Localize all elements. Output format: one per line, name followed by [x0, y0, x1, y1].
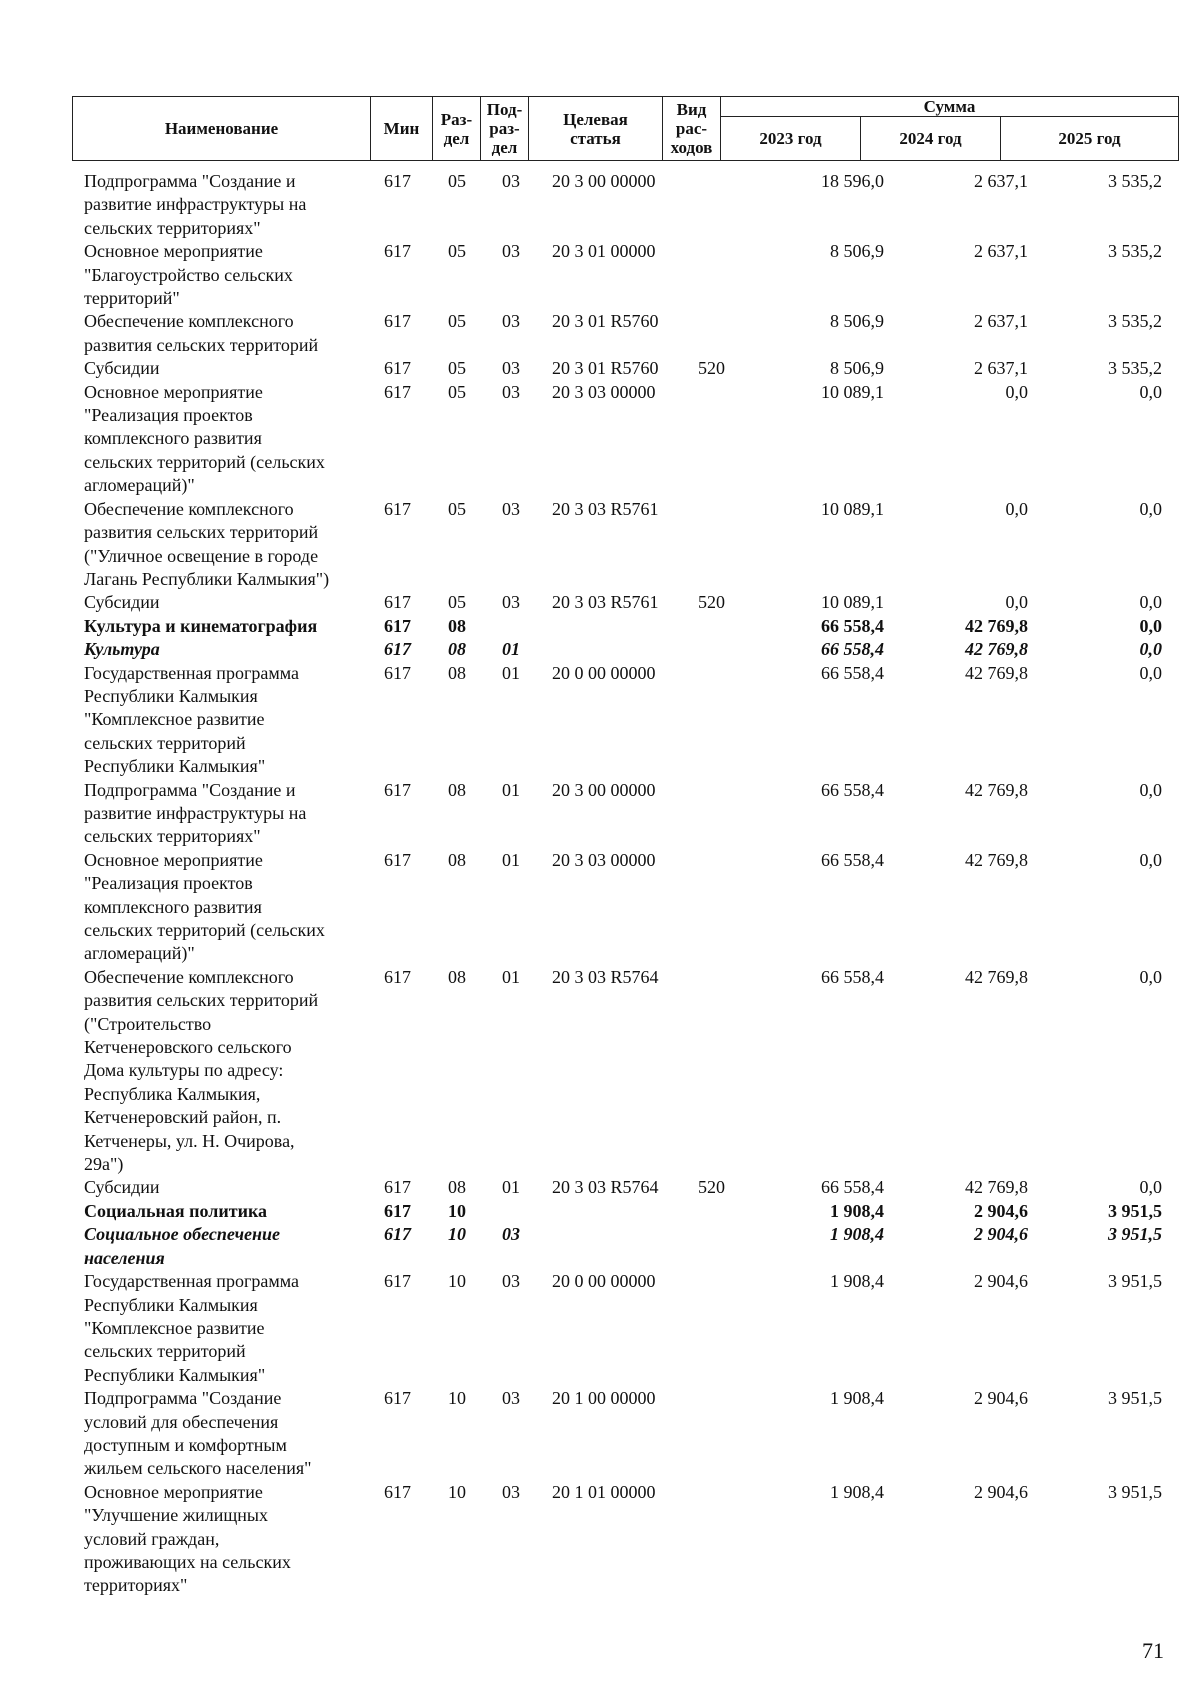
cell-min: 617	[384, 662, 411, 683]
cell-2023: 66 558,4	[821, 639, 884, 660]
cell-target: 20 3 01 R5760	[552, 358, 659, 379]
cell-2024: 42 769,8	[965, 662, 1028, 683]
cell-target: 20 1 00 00000	[552, 1388, 656, 1409]
cell-name-line: развития сельских территорий	[84, 990, 319, 1011]
cell-2023: 10 089,1	[821, 592, 884, 613]
cell-podrazdel: 01	[502, 1177, 520, 1198]
cell-name-line: сельских территорий (сельских	[84, 451, 325, 472]
cell-vid	[688, 1270, 758, 1387]
cell-podrazdel: 03	[502, 498, 520, 519]
cell-name	[72, 638, 382, 661]
page-number: 71	[1142, 1638, 1164, 1663]
cell-name-line: Социальная политика	[84, 1200, 268, 1221]
table-row	[72, 849, 1178, 966]
header-target-line: Целевая	[563, 109, 628, 129]
header-podrazdel	[481, 97, 529, 161]
cell-target: 20 3 01 R5760	[552, 311, 659, 332]
cell-name-line: развитие инфраструктуры на	[84, 802, 307, 823]
table-row	[72, 615, 1178, 638]
cell-2024: 42 769,8	[965, 849, 1028, 870]
cell-target: 20 3 00 00000	[552, 779, 656, 800]
header-year-2023: 2023 год	[721, 117, 861, 161]
table-row	[72, 170, 1178, 240]
cell-razdel: 10	[448, 1271, 466, 1292]
cell-target	[546, 1200, 688, 1223]
cell-razdel: 05	[448, 171, 466, 191]
header-year-2025: 2025 год	[1001, 117, 1179, 161]
cell-name-line: Субсидии	[84, 358, 160, 379]
cell-name-line: Кетченеры, ул. Н. Очирова,	[84, 1130, 295, 1151]
cell-razdel: 05	[448, 381, 466, 402]
table-row	[72, 1223, 1178, 1270]
cell-name-line: жильем сельского населения"	[84, 1458, 312, 1479]
cell-2024: 2 904,6	[974, 1388, 1028, 1409]
table-row	[72, 240, 1178, 310]
cell-2024: 42 769,8	[965, 615, 1028, 636]
cell-2024: 2 637,1	[974, 241, 1028, 262]
cell-vid	[688, 1387, 758, 1481]
cell-target: 20 0 00 00000	[552, 662, 656, 683]
cell-2024: 42 769,8	[965, 1177, 1028, 1198]
cell-name-line: Республики Калмыкия"	[84, 1364, 266, 1385]
cell-name	[72, 1387, 382, 1481]
cell-razdel: 05	[448, 358, 466, 379]
cell-2025: 0,0	[1139, 966, 1162, 987]
cell-name	[72, 357, 382, 380]
cell-name-line: развития сельских территорий	[84, 522, 319, 543]
cell-vid	[688, 779, 758, 849]
header-min: Мин	[371, 97, 433, 161]
cell-name-line: доступным и комфортным	[84, 1434, 287, 1455]
cell-2025: 3 535,2	[1108, 241, 1162, 262]
cell-name-line: Социальное обеспечение	[84, 1224, 281, 1245]
cell-name	[72, 966, 382, 1177]
cell-2023: 1 908,4	[830, 1200, 884, 1221]
cell-2024: 2 904,6	[974, 1481, 1028, 1502]
cell-name-line: Культура	[84, 639, 160, 660]
cell-target: 20 3 03 R5764	[552, 1177, 659, 1198]
cell-min: 617	[384, 1271, 411, 1292]
cell-2025: 3 951,5	[1108, 1200, 1162, 1221]
cell-name-line: "Улучшение жилищных	[84, 1505, 268, 1526]
cell-2025: 0,0	[1139, 639, 1162, 660]
cell-podrazdel: 03	[502, 241, 520, 262]
cell-name-line: комплексного развития	[84, 428, 262, 449]
cell-2024: 42 769,8	[965, 779, 1028, 800]
header-name: Наименование	[73, 97, 371, 161]
table-header	[72, 96, 1179, 161]
cell-name	[72, 170, 382, 240]
cell-vid	[688, 615, 758, 638]
cell-2024: 2 904,6	[974, 1200, 1028, 1221]
cell-vid: 520	[698, 1177, 725, 1198]
cell-target	[546, 638, 688, 661]
cell-2025: 3 535,2	[1108, 358, 1162, 379]
cell-2024: 2 904,6	[974, 1224, 1028, 1245]
cell-min: 617	[384, 241, 411, 262]
cell-min: 617	[384, 171, 411, 191]
cell-razdel: 08	[448, 1177, 466, 1198]
cell-target: 20 3 03 R5761	[552, 592, 659, 613]
cell-2023: 1 908,4	[830, 1481, 884, 1502]
cell-name-line: Обеспечение комплексного	[84, 498, 294, 519]
table-row	[72, 638, 1178, 661]
cell-2023: 8 506,9	[830, 241, 884, 262]
cell-target: 20 3 01 00000	[552, 241, 656, 262]
cell-name-line: проживающих на сельских	[84, 1551, 291, 1572]
cell-podrazdel: 01	[502, 779, 520, 800]
cell-name-line: Республики Калмыкия	[84, 685, 258, 706]
cell-razdel: 05	[448, 241, 466, 262]
cell-2024: 2 637,1	[974, 358, 1028, 379]
cell-name-line: Обеспечение комплексного	[84, 311, 294, 332]
cell-2025: 0,0	[1139, 779, 1162, 800]
cell-name-line: "Реализация проектов	[84, 405, 253, 426]
cell-name-line: Государственная программа	[84, 662, 299, 683]
cell-min: 617	[384, 358, 411, 379]
cell-name	[72, 1481, 382, 1598]
cell-min: 617	[384, 1200, 411, 1221]
cell-name-line: сельских территорий	[84, 1341, 246, 1362]
cell-razdel: 08	[448, 662, 466, 683]
cell-target: 20 3 00 00000	[552, 171, 656, 191]
table-body	[72, 170, 1178, 1598]
cell-2023: 1 908,4	[830, 1224, 884, 1245]
cell-name	[72, 662, 382, 779]
cell-name	[72, 849, 382, 966]
cell-podrazdel: 03	[502, 592, 520, 613]
cell-2023: 66 558,4	[821, 849, 884, 870]
cell-name-line: "Реализация проектов	[84, 873, 253, 894]
cell-2024: 0,0	[1005, 381, 1028, 402]
cell-podrazdel: 03	[502, 1388, 520, 1409]
cell-razdel: 10	[448, 1481, 466, 1502]
cell-min: 617	[384, 498, 411, 519]
cell-2025: 0,0	[1139, 615, 1162, 636]
cell-min: 617	[384, 849, 411, 870]
cell-name-line: сельских территориях"	[84, 826, 261, 847]
table-row	[72, 662, 1178, 779]
table-row	[72, 779, 1178, 849]
cell-name-line: Лагань Республики Калмыкия")	[84, 568, 330, 589]
cell-2023: 66 558,4	[821, 662, 884, 683]
cell-2023: 1 908,4	[830, 1271, 884, 1292]
cell-min: 617	[384, 592, 411, 613]
cell-name	[72, 240, 382, 310]
cell-target	[546, 615, 688, 638]
cell-vid	[688, 966, 758, 1177]
cell-name	[72, 591, 382, 614]
cell-podrazdel: 01	[502, 849, 520, 870]
header-target-line: статья	[570, 128, 621, 148]
cell-name	[72, 1223, 382, 1270]
cell-name-line: Обеспечение комплексного	[84, 966, 294, 987]
cell-min: 617	[384, 1388, 411, 1409]
cell-target	[546, 1223, 688, 1270]
cell-2023: 66 558,4	[821, 779, 884, 800]
cell-name-line: Подпрограмма "Создание и	[84, 171, 296, 191]
cell-2023: 66 558,4	[821, 615, 884, 636]
cell-name-line: территорий"	[84, 288, 180, 309]
cell-name-line: развития сельских территорий	[84, 334, 319, 355]
cell-min: 617	[384, 1177, 411, 1198]
cell-podrazdel: 03	[502, 171, 520, 191]
cell-vid	[688, 310, 758, 357]
cell-name-line: территориях"	[84, 1575, 188, 1596]
cell-target: 20 3 03 00000	[552, 849, 656, 870]
cell-min: 617	[384, 639, 411, 660]
table-row	[72, 498, 1178, 592]
cell-name-line: Республика Калмыкия,	[84, 1083, 261, 1104]
cell-vid	[688, 1481, 758, 1598]
cell-name-line: Республики Калмыкия"	[84, 756, 266, 777]
cell-min: 617	[384, 381, 411, 402]
cell-name-line: агломераций)"	[84, 475, 195, 496]
cell-vid	[688, 662, 758, 779]
cell-2025: 0,0	[1139, 1177, 1162, 1198]
table-row	[72, 1176, 1178, 1199]
cell-2023: 66 558,4	[821, 966, 884, 987]
cell-2023: 10 089,1	[821, 498, 884, 519]
header-vid-line: ходов	[670, 138, 713, 157]
cell-2023: 8 506,9	[830, 358, 884, 379]
cell-2025: 3 951,5	[1108, 1271, 1162, 1292]
table-row	[72, 591, 1178, 614]
cell-razdel: 10	[448, 1200, 466, 1221]
cell-2024: 2 637,1	[974, 311, 1028, 332]
cell-podrazdel	[498, 615, 546, 638]
cell-razdel: 10	[448, 1388, 466, 1409]
cell-name	[72, 1270, 382, 1387]
cell-name-line: сельских территорий (сельских	[84, 920, 325, 940]
cell-razdel: 05	[448, 498, 466, 519]
cell-name-line: "Комплексное развитие	[84, 709, 265, 730]
header-razdel-line: Раз-	[440, 109, 473, 129]
cell-2025: 0,0	[1139, 849, 1162, 870]
cell-razdel: 10	[448, 1224, 466, 1245]
cell-name	[72, 1200, 382, 1223]
cell-name-line: агломераций)"	[84, 943, 195, 964]
cell-min: 617	[384, 311, 411, 332]
cell-min: 617	[384, 615, 411, 636]
header-razdel-line: дел	[443, 128, 470, 148]
cell-vid	[688, 381, 758, 498]
cell-podrazdel: 03	[502, 1224, 520, 1245]
cell-name-line: ("Строительство	[84, 1013, 212, 1034]
cell-name-line: ("Уличное освещение в городе	[84, 545, 319, 566]
cell-podrazdel: 01	[502, 639, 520, 660]
cell-podrazdel: 03	[502, 311, 520, 332]
cell-name-line: Культура и кинематография	[84, 615, 318, 636]
cell-2025: 3 535,2	[1108, 311, 1162, 332]
cell-name-line: Основное мероприятие	[84, 241, 263, 262]
table-row	[72, 381, 1178, 498]
cell-name-line: Государственная программа	[84, 1271, 299, 1292]
header-summa: Сумма	[721, 97, 1179, 117]
cell-target: 20 1 01 00000	[552, 1481, 656, 1502]
cell-vid	[688, 498, 758, 592]
cell-2024: 42 769,8	[965, 966, 1028, 987]
cell-name-line: Субсидии	[84, 1177, 160, 1198]
header-vid-line: рас-	[675, 119, 708, 138]
cell-razdel: 05	[448, 592, 466, 613]
cell-2025: 0,0	[1139, 592, 1162, 613]
cell-min: 617	[384, 966, 411, 987]
cell-razdel: 08	[448, 615, 466, 636]
cell-vid: 520	[698, 358, 725, 379]
cell-2025: 3 535,2	[1108, 171, 1162, 191]
cell-2024: 0,0	[1005, 592, 1028, 613]
cell-target: 20 0 00 00000	[552, 1271, 656, 1292]
header-year-2024: 2024 год	[861, 117, 1001, 161]
cell-2025: 0,0	[1139, 381, 1162, 402]
cell-name	[72, 498, 382, 592]
cell-vid	[688, 1200, 758, 1223]
table-row	[72, 310, 1178, 357]
header-target	[529, 97, 663, 161]
cell-2024: 0,0	[1005, 498, 1028, 519]
header-vid	[663, 97, 721, 161]
cell-podrazdel: 03	[502, 358, 520, 379]
cell-2023: 18 596,0	[821, 171, 884, 191]
cell-name-line: 29а")	[84, 1154, 124, 1175]
cell-razdel: 08	[448, 849, 466, 870]
cell-razdel: 08	[448, 639, 466, 660]
cell-name-line: Дома культуры по адресу:	[84, 1060, 284, 1081]
cell-name-line: Основное мероприятие	[84, 1481, 263, 1502]
cell-2023: 66 558,4	[821, 1177, 884, 1198]
cell-name-line: Республики Калмыкия	[84, 1294, 258, 1315]
cell-name-line: населения	[84, 1247, 165, 1268]
table-row	[72, 1387, 1178, 1481]
cell-vid	[688, 170, 758, 240]
cell-2024: 2 904,6	[974, 1271, 1028, 1292]
header-vid-line: Вид	[676, 100, 707, 119]
cell-podrazdel: 01	[502, 966, 520, 987]
cell-name-line: Подпрограмма "Создание и	[84, 779, 296, 800]
cell-name-line: комплексного развития	[84, 896, 262, 917]
cell-podrazdel: 03	[502, 1481, 520, 1502]
cell-name-line: Основное мероприятие	[84, 381, 263, 402]
cell-name-line: Подпрограмма "Создание	[84, 1388, 282, 1409]
cell-name	[72, 381, 382, 498]
header-podrazdel-line: раз-	[489, 119, 520, 138]
cell-min: 617	[384, 779, 411, 800]
cell-target: 20 3 03 R5761	[552, 498, 659, 519]
cell-podrazdel: 03	[502, 381, 520, 402]
cell-vid	[688, 849, 758, 966]
cell-vid	[688, 638, 758, 661]
table-row	[72, 1270, 1178, 1387]
cell-vid	[688, 1223, 758, 1270]
cell-name	[72, 310, 382, 357]
cell-name	[72, 615, 382, 638]
cell-name	[72, 1176, 382, 1199]
header-podrazdel-line: дел	[491, 138, 518, 157]
cell-name-line: "Комплексное развитие	[84, 1317, 265, 1338]
cell-razdel: 08	[448, 966, 466, 987]
cell-2024: 42 769,8	[965, 639, 1028, 660]
cell-2023: 8 506,9	[830, 311, 884, 332]
cell-name-line: сельских территориях"	[84, 217, 261, 238]
cell-vid	[688, 240, 758, 310]
table-row	[72, 357, 1178, 380]
cell-2025: 3 951,5	[1108, 1481, 1162, 1502]
header-razdel	[433, 97, 481, 161]
table-row	[72, 1200, 1178, 1223]
cell-name-line: "Благоустройство сельских	[84, 264, 293, 285]
cell-target: 20 3 03 00000	[552, 381, 656, 402]
cell-2023: 10 089,1	[821, 381, 884, 402]
cell-2023: 1 908,4	[830, 1388, 884, 1409]
cell-vid: 520	[698, 592, 725, 613]
cell-min: 617	[384, 1481, 411, 1502]
cell-razdel: 05	[448, 311, 466, 332]
table-row	[72, 1481, 1178, 1598]
cell-name-line: Кетченеровский район, п.	[84, 1107, 282, 1128]
cell-podrazdel	[498, 1200, 546, 1223]
cell-2025: 0,0	[1139, 662, 1162, 683]
cell-target: 20 3 03 R5764	[552, 966, 659, 987]
cell-min: 617	[384, 1224, 411, 1245]
header-podrazdel-line: Под-	[486, 100, 523, 119]
cell-2025: 0,0	[1139, 498, 1162, 519]
cell-2024: 2 637,1	[974, 171, 1028, 191]
cell-podrazdel: 01	[502, 662, 520, 683]
cell-name-line: условий граждан,	[84, 1528, 220, 1549]
cell-2025: 3 951,5	[1108, 1224, 1162, 1245]
cell-name-line: сельских территорий	[84, 732, 246, 753]
cell-name-line: Основное мероприятие	[84, 849, 263, 870]
cell-razdel: 08	[448, 779, 466, 800]
cell-name-line: условий для обеспечения	[84, 1411, 279, 1432]
cell-2025: 3 951,5	[1108, 1388, 1162, 1409]
cell-name-line: Субсидии	[84, 592, 160, 613]
cell-name-line: развитие инфраструктуры на	[84, 194, 307, 215]
cell-name	[72, 779, 382, 849]
cell-podrazdel: 03	[502, 1271, 520, 1292]
table-row	[72, 966, 1178, 1177]
cell-name-line: Кетченеровского сельского	[84, 1037, 292, 1058]
